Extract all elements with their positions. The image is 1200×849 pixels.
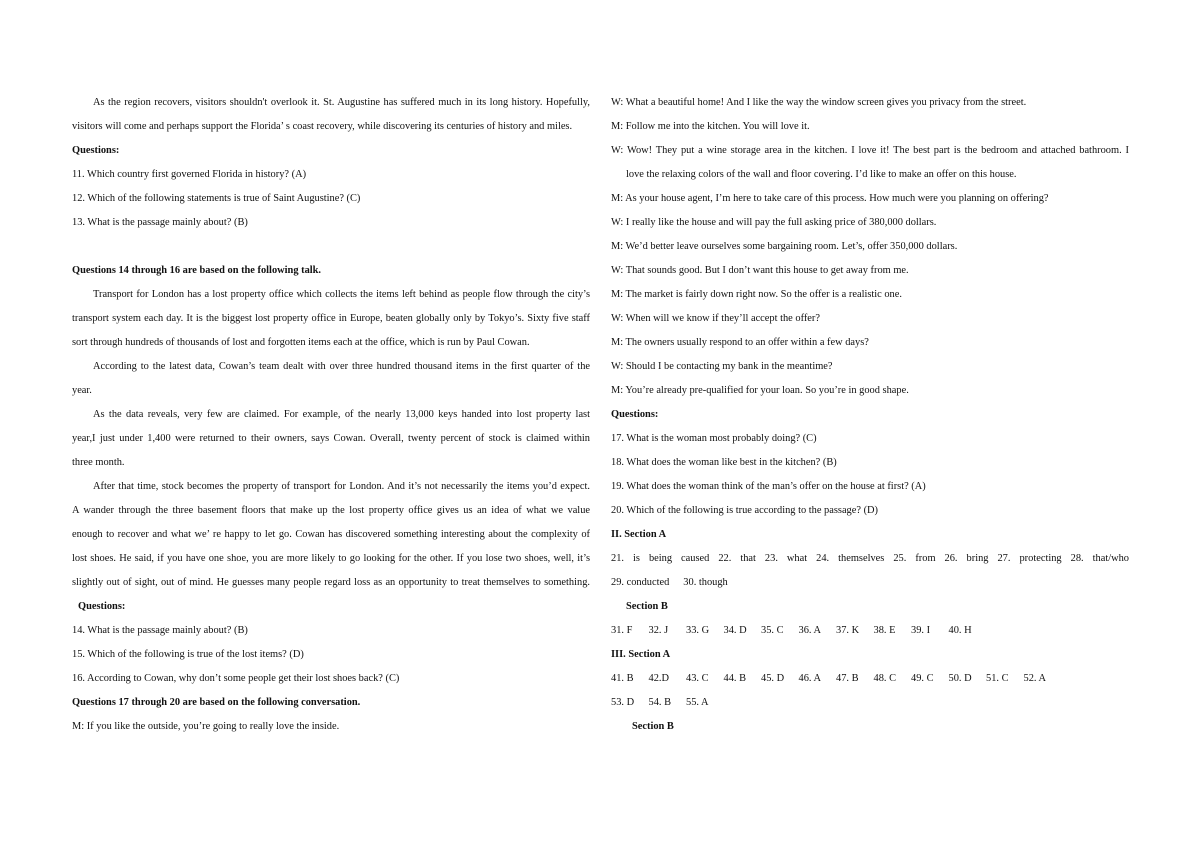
text-line: W: What a beautiful home! And I like the way the window screen gives you privacy from the street. xyxy=(611,97,1027,108)
section-2b-heading: Section B xyxy=(626,601,668,612)
answer-item: 42.D xyxy=(648,673,669,684)
text-line: 17. What is the woman most probably doing? (C) xyxy=(611,433,817,444)
answer-item: 45. D xyxy=(761,673,785,684)
answer-item: 39. I xyxy=(911,625,931,636)
text-line: As the region recovers, visitors shouldn't overlook it. St. Augustine has suffered much in its long history. Hopefully, xyxy=(93,97,590,108)
answer-item: 40. H xyxy=(948,625,972,636)
answer-item: 54. B xyxy=(648,697,672,708)
answer-item: 30. though xyxy=(683,577,728,588)
text-line: lost shoes. He said, if you have one shoe, you are more likely to go looking for the other. If you lose two shoes, well, it’s xyxy=(72,553,590,564)
answer-item: 37. K xyxy=(836,625,860,636)
answer-item: 49. C xyxy=(911,673,934,684)
text-line: M: The owners usually respond to an offer within a few days? xyxy=(611,337,869,348)
section-heading: II. Section A xyxy=(611,529,667,540)
section-heading: Questions 17 through 20 are based on the following conversation. xyxy=(72,697,361,708)
conversation-and-questions xyxy=(611,91,1129,547)
text-line: M: If you like the outside, you’re going to really love the inside. xyxy=(72,721,340,732)
text-line: According to the latest data, Cowan’s team dealt with over three hundred thousand items in the first quarter of the xyxy=(93,361,590,372)
text-line: W: I really like the house and will pay the full asking price of 380,000 dollars. xyxy=(611,217,937,228)
text-line: three month. xyxy=(72,457,125,468)
text-line: After that time, stock becomes the property of transport for London. And it’s not necessarily the items you’d expect. xyxy=(93,481,590,492)
text-line: M: Follow me into the kitchen. You will love it. xyxy=(611,121,810,132)
section-3a-answers-row-2 xyxy=(611,691,1129,715)
text-line xyxy=(72,235,590,259)
text-line: W: Should I be contacting my bank in the meantime? xyxy=(611,361,833,372)
text-line: As the data reveals, very few are claimed. For example, of the nearly 13,000 keys handed into lost property last xyxy=(93,409,590,420)
text-line: 15. Which of the following is true of the lost items? (D) xyxy=(72,649,304,660)
answer-item: 52. A xyxy=(1023,673,1047,684)
section-heading: Questions: xyxy=(611,409,659,420)
answer-item: 32. J xyxy=(648,625,669,636)
text-line: M: The market is fairly down right now. So the offer is a realistic one. xyxy=(611,289,902,300)
answer-item: 35. C xyxy=(761,625,784,636)
section-3b-heading: Section B xyxy=(632,721,674,732)
text-line: M: As your house agent, I’m here to take care of this process. How much were you planning on offering? xyxy=(611,193,1049,204)
section-heading: Questions: xyxy=(72,145,120,156)
text-line: transport system each day. It is the biggest lost property office in Europe, beaten globally only by Tokyo’s. Sixty five staff xyxy=(72,313,590,324)
answer-item: 38. E xyxy=(873,625,896,636)
answer-item: 29. conducted xyxy=(611,577,670,588)
text-line: 19. What does the woman think of the man’s offer on the house at first? (A) xyxy=(611,481,926,492)
text-line: enough to recover and what we’ re happy to let go. Cowan has discovered something interesting about the complexity of xyxy=(72,529,590,540)
left-column xyxy=(72,91,590,739)
answer-item: 50. D xyxy=(948,673,972,684)
text-line: year. xyxy=(72,385,92,396)
text-line: 11. Which country first governed Florida in history? (A) xyxy=(72,169,307,180)
section-2b-answers xyxy=(611,619,1129,643)
text-line: M: We’d better leave ourselves some bargaining room. Let’s, offer 350,000 dollars. xyxy=(611,241,958,252)
answer-item: 41. B xyxy=(611,673,634,684)
text-line: 16. According to Cowan, why don’t some people get their lost shoes back? (C) xyxy=(72,673,400,684)
text-line: slightly out of sight, out of mind. He guesses many people regard loss as an opportunity to treat themselves to something. xyxy=(72,577,590,588)
text-line: 13. What is the passage mainly about? (B) xyxy=(72,217,248,228)
text-line: W: Wow! They put a wine storage area in the kitchen. I love it! The best part is the bedroom and attached bathroom. I xyxy=(611,145,1129,156)
section-2a-answers-row-2 xyxy=(611,571,1129,595)
answer-item: 55. A xyxy=(686,697,709,708)
answer-item: 53. D xyxy=(611,697,635,708)
text-line: Transport for London has a lost property office which collects the items left behind as people flow through the city’s xyxy=(93,289,590,300)
text-line: 20. Which of the following is true according to the passage? (D) xyxy=(611,505,879,516)
answer-item: 51. C xyxy=(986,673,1009,684)
section-heading: Questions: xyxy=(78,601,126,612)
text-line: W: When will we know if they’ll accept the offer? xyxy=(611,313,820,324)
section-3a-answers-row-1 xyxy=(611,667,1129,691)
right-column xyxy=(611,91,1129,739)
text-line: W: That sounds good. But I don’t want this house to get away from me. xyxy=(611,265,909,276)
answer-item: 43. C xyxy=(686,673,709,684)
answer-item: 44. B xyxy=(723,673,747,684)
answer-item: 34. D xyxy=(723,625,747,636)
text-line: visitors will come and perhaps support the Florida’ s coast recovery, while discovering its centuries of history and miles. xyxy=(72,121,573,132)
section-3a-heading: III. Section A xyxy=(611,649,671,660)
text-line: A wander through the three basement floors that make up the lost property office gives us an idea of what we value xyxy=(72,505,590,516)
text-line: M: You’re already pre-qualified for your loan. So you’re in good shape. xyxy=(611,385,909,396)
section-heading: Questions 14 through 16 are based on the following talk. xyxy=(72,265,322,276)
answer-item: 33. G xyxy=(686,625,710,636)
text-line: love the relaxing colors of the wall and floor covering. I’d like to make an offer on this house. xyxy=(626,169,1017,180)
text-line: sort through hundreds of thousands of lost and forgotten items each at the office, which is run by Paul Cowan. xyxy=(72,337,530,348)
text-line: 18. What does the woman like best in the kitchen? (B) xyxy=(611,457,837,468)
text-line: 14. What is the passage mainly about? (B) xyxy=(72,625,248,636)
text-line: year,I just under 1,400 were returned to their owners, says Cowan. Overall, twenty percent of stock is claimed within xyxy=(72,433,590,444)
answer-item: 31. F xyxy=(611,625,633,636)
answer-item: 36. A xyxy=(798,625,822,636)
answer-item: 48. C xyxy=(873,673,897,684)
answer-item: 46. A xyxy=(798,673,822,684)
answer-item: 47. B xyxy=(836,673,859,684)
text-line: 12. Which of the following statements is true of Saint Augustine? (C) xyxy=(72,193,361,204)
section-2a-answers-row-1: 21. is being caused 22. that 23. what 24. themselves 25. from 26. bring 27. protecting 28. that/who xyxy=(611,553,1129,564)
